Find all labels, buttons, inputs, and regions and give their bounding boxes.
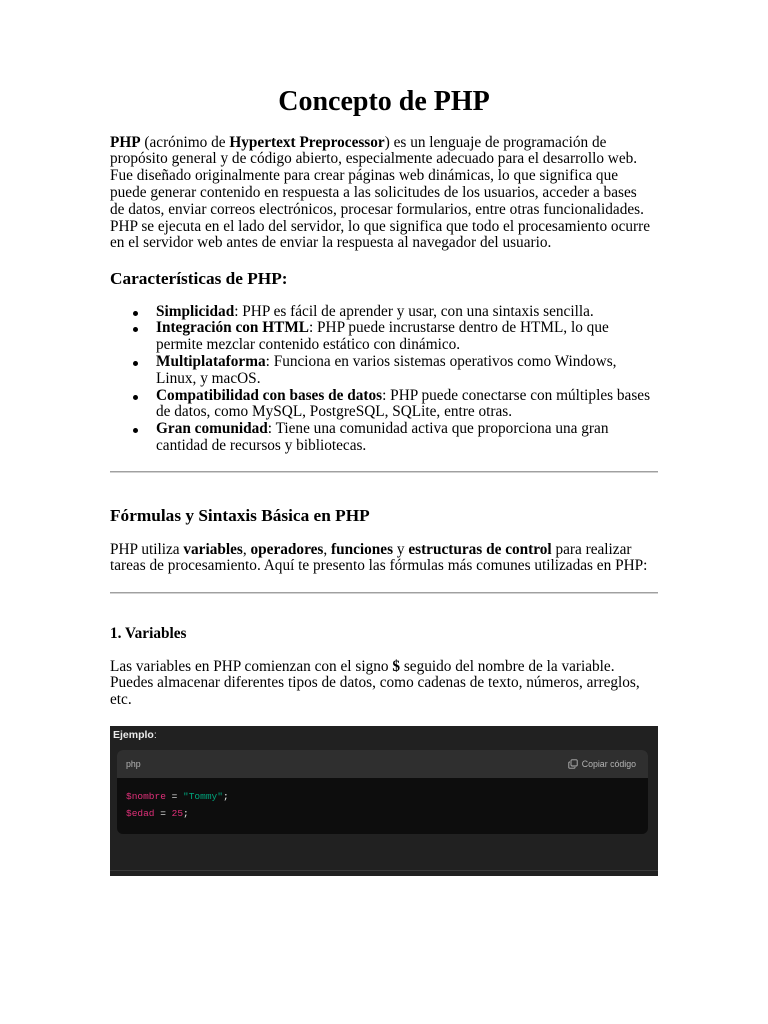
example-label-text: Ejemplo bbox=[113, 729, 154, 741]
feature-line bbox=[156, 304, 658, 321]
feature-label: Integración con HTML bbox=[156, 319, 309, 337]
feature-line: cantidad de recursos y bibliotecas. bbox=[156, 436, 367, 454]
feature-text: : PHP puede conectarse con múltiples bases bbox=[382, 386, 651, 404]
feature-label: Compatibilidad con bases de datos bbox=[156, 386, 383, 404]
intro-paragraph bbox=[110, 135, 658, 253]
code-string: "Tommy" bbox=[183, 790, 223, 802]
feature-line: de datos, como MySQL, PostgreSQL, SQLite, entre otras. bbox=[156, 403, 513, 421]
text-run: seguido del nombre de la variable. bbox=[400, 657, 615, 675]
bullet bbox=[133, 361, 138, 366]
horizontal-rule bbox=[110, 471, 658, 473]
feature-text: : Funciona en varios sistemas operativos como Windows, bbox=[265, 352, 617, 370]
section-heading-caracteristicas: Características de PHP: bbox=[110, 268, 288, 288]
code-language-label: php bbox=[126, 759, 141, 769]
text-run: para realizar bbox=[551, 540, 632, 558]
code-operator: = bbox=[165, 790, 184, 802]
section-heading-formulas: Fórmulas y Sintaxis Básica en PHP bbox=[110, 505, 370, 525]
paragraph-line: puede generar contenido en respuesta a las solicitudes de los usuarios, acceder a bases bbox=[110, 183, 637, 201]
text-run: , bbox=[242, 540, 251, 558]
text-run: , bbox=[323, 540, 331, 558]
feature-line bbox=[156, 320, 658, 337]
feature-label: Gran comunidad bbox=[156, 420, 268, 438]
code-example-screenshot bbox=[110, 726, 658, 876]
feature-text: : PHP es fácil de aprender y usar, con una sintaxis sencilla. bbox=[234, 302, 594, 320]
feature-line bbox=[156, 354, 658, 371]
feature-item-gran-comunidad bbox=[110, 421, 658, 455]
paragraph-line: en el servidor web antes de enviar la respuesta al navegador del usuario. bbox=[110, 234, 552, 252]
bullet bbox=[133, 395, 138, 400]
code-number: 25 bbox=[171, 807, 184, 819]
code-operator: = bbox=[154, 807, 172, 819]
feature-item-integracion-html bbox=[110, 320, 658, 354]
feature-label: Multiplataforma bbox=[156, 352, 266, 370]
term-hypertext-preprocessor: Hypertext Preprocessor bbox=[229, 133, 385, 151]
keyword-funciones: funciones bbox=[330, 540, 394, 558]
bullet bbox=[133, 428, 138, 433]
keyword-estructuras-de-control: estructuras de control bbox=[408, 540, 552, 558]
dollar-sign: $ bbox=[392, 657, 401, 675]
syntax-paragraph bbox=[110, 542, 658, 576]
paragraph-line: tareas de procesamiento. Aquí te presento las fórmulas más comunes utilizadas en PHP: bbox=[110, 557, 648, 575]
text-run: ) es un lenguaje de programación de bbox=[384, 133, 607, 151]
copy-code-button bbox=[568, 759, 636, 769]
code-punctuation: ; bbox=[222, 790, 229, 802]
feature-line: Linux, y macOS. bbox=[156, 369, 261, 387]
feature-line bbox=[156, 421, 658, 438]
feature-item-multiplataforma bbox=[110, 354, 658, 388]
paragraph-line bbox=[110, 542, 658, 559]
bullet bbox=[133, 311, 138, 316]
code-line bbox=[126, 788, 639, 805]
feature-item-bases-de-datos bbox=[110, 388, 658, 422]
keyword-variables: variables bbox=[183, 540, 243, 558]
code-block bbox=[117, 750, 648, 834]
page-title: Concepto de PHP bbox=[278, 86, 490, 117]
bullet bbox=[133, 327, 138, 332]
feature-text: : Tiene una comunidad activa que proporciona una gran bbox=[267, 420, 609, 438]
feature-line bbox=[156, 388, 658, 405]
code-block-header bbox=[117, 750, 648, 778]
feature-item-simplicidad bbox=[110, 304, 658, 321]
text-run: y bbox=[393, 540, 409, 558]
example-label bbox=[113, 728, 157, 742]
feature-line: permite mezclar contenido estático con dinámico. bbox=[156, 336, 461, 354]
text-run: Las variables en PHP comienzan con el signo bbox=[110, 657, 393, 675]
code-variable: $nombre bbox=[126, 790, 166, 802]
feature-text: : PHP puede incrustarse dentro de HTML, lo que bbox=[308, 319, 609, 337]
paragraph-line bbox=[110, 135, 658, 152]
copy-icon bbox=[568, 759, 578, 769]
paragraph-line: PHP se ejecuta en el lado del servidor, lo que significa que todo el procesamiento ocurre bbox=[110, 217, 650, 235]
paragraph-line: etc. bbox=[110, 691, 132, 709]
text-run: (acrónimo de bbox=[140, 133, 230, 151]
code-line bbox=[126, 805, 639, 822]
paragraph-line: Fue diseñado originalmente para crear páginas web dinámicas, lo que significa que bbox=[110, 167, 619, 185]
paragraph-line: propósito general y de código abierto, especialmente adecuado para el desarrollo web. bbox=[110, 150, 638, 168]
paragraph-line bbox=[110, 659, 658, 676]
code-variable: $edad bbox=[126, 807, 155, 819]
code-punctuation: ; bbox=[183, 807, 189, 819]
variables-paragraph bbox=[110, 659, 658, 709]
example-label-colon: : bbox=[153, 729, 157, 741]
text-run: PHP utiliza bbox=[110, 540, 184, 558]
keyword-operadores: operadores bbox=[250, 540, 324, 558]
paragraph-line: Puedes almacenar diferentes tipos de datos, como cadenas de texto, números, arreglos, bbox=[110, 674, 640, 692]
screenshot-bottom-edge bbox=[110, 870, 658, 871]
horizontal-rule bbox=[110, 592, 658, 594]
term-php: PHP bbox=[110, 133, 141, 151]
code-body bbox=[117, 778, 648, 822]
copy-code-label: Copiar código bbox=[581, 759, 636, 769]
paragraph-line: de datos, enviar correos electrónicos, procesar formularios, entre otras funcionalidades. bbox=[110, 200, 644, 218]
subsection-heading-variables: 1. Variables bbox=[110, 625, 187, 642]
feature-list bbox=[110, 304, 658, 455]
feature-label: Simplicidad bbox=[156, 302, 235, 320]
